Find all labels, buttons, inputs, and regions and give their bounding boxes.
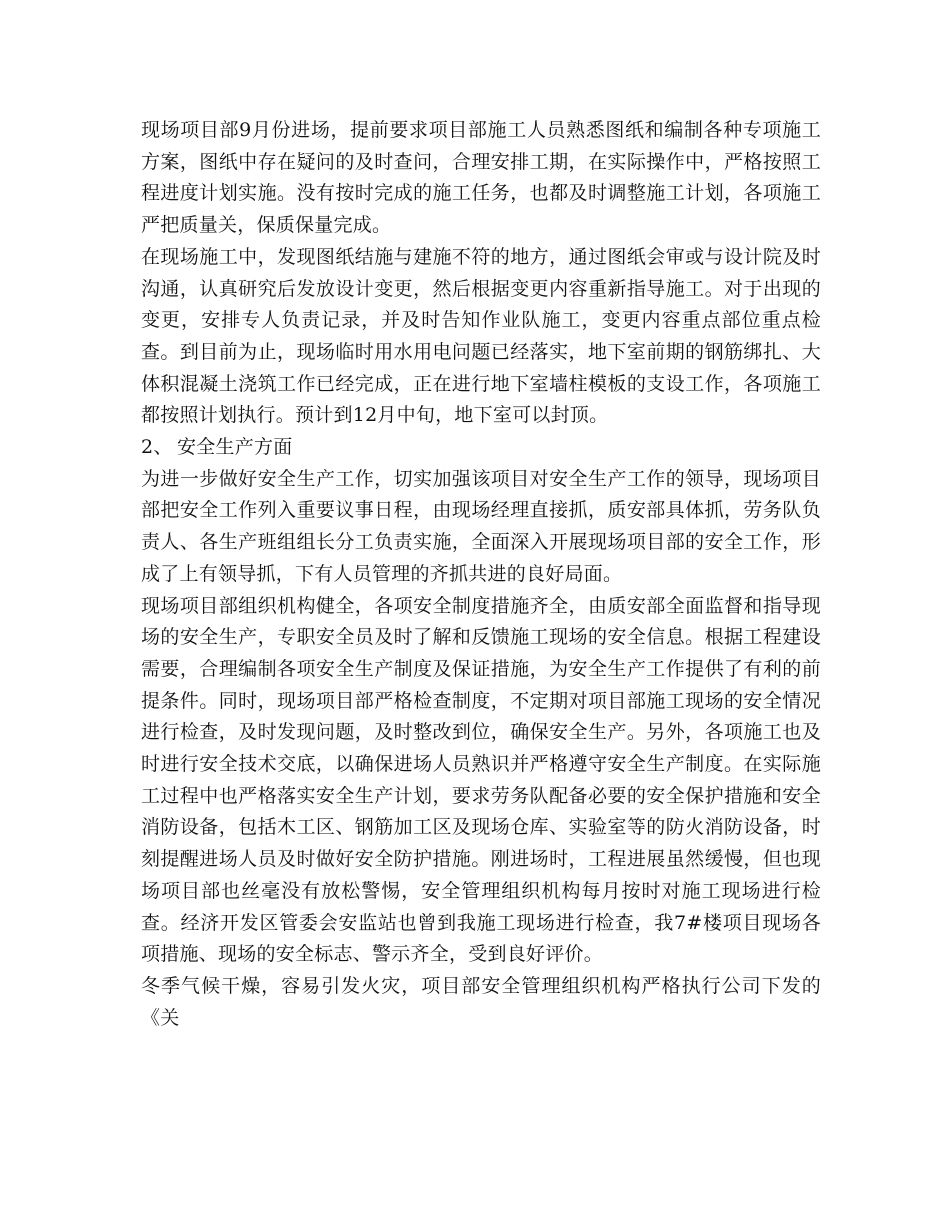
paragraph-safety-leadership: 为进一步做好安全生产工作，切实加强该项目对安全生产工作的领导，现场项目部把安全工作列入重要议事日程，由现场经理直接抓，质安部具体抓，劳务队负责人、各生产班组组长分工负责实施，全面深入开展现场项目部的安全工作，形成了上有领导抓，下有人员管理的齐抓共进的良好局面。 — [141, 467, 821, 585]
section-number: 2、 — [141, 436, 173, 459]
paragraph-winter-fire: 冬季气候干燥，容易引发火灾，项目部安全管理组织机构严格执行公司下发的《关 — [141, 974, 821, 1029]
paragraph-design-changes: 在现场施工中，发现图纸结施与建施不符的地方，通过图纸会审或与设计院及时沟通，认真研究后发放设计变更，然后根据变更内容重新指导施工。对于出现的变更，安排专人负责记录，并及时告知作业队施工，变更内容重点部位重点检查。到目前为止，现场临时用水用电问题已经落实，地下室前期的钢筋绑扎、大体积混凝土浇筑工作已经完成，正在进行地下室墙柱模板的支设工作，各项施工都按照计划执行。预计到12月中旬，地下室可以封顶。 — [141, 245, 821, 427]
document-page — [141, 115, 821, 1034]
section-heading-safety — [141, 432, 821, 464]
section-title: 安全生产方面 — [177, 436, 293, 459]
paragraph-safety-organization: 现场项目部组织机构健全，各项安全制度措施齐全，由质安部全面监督和指导现场的安全生产，专职安全员及时了解和反馈施工现场的安全信息。根据工程建设需要，合理编制各项安全生产制度及保证措施，为安全生产工作提供了有利的前提条件。同时，现场项目部严格检查制度，不定期对项目部施工现场的安全情况进行检查，及时发现问题，及时整改到位，确保安全生产。另外，各项施工也及时进行安全技术交底，以确保进场人员熟识并严格遵守安全生产制度。在实际施工过程中也严格落实安全生产计划，要求劳务队配备必要的安全保护措施和安全消防设备，包括木工区、钢筋加工区及现场仓库、实验室等的防火消防设备，时刻提醒进场人员及时做好安全防护措施。刚进场时，工程进展虽然缓慢，但也现场项目部也丝毫没有放松警惕，安全管理组织机构每月按时对施工现场进行检查。经济开发区管委会安监站也曾到我施工现场进行检查，我7#楼项目现场各项措施、现场的安全标志、警示齐全，受到良好评价。 — [141, 594, 821, 966]
paragraph-progress: 现场项目部9月份进场，提前要求项目部施工人员熟悉图纸和编制各种专项施工方案，图纸中存在疑问的及时查问，合理安排工期，在实际操作中，严格按照工程进度计划实施。没有按时完成的施工任务，也都及时调整施工计划，各项施工严把质量关，保质保量完成。 — [141, 119, 821, 237]
